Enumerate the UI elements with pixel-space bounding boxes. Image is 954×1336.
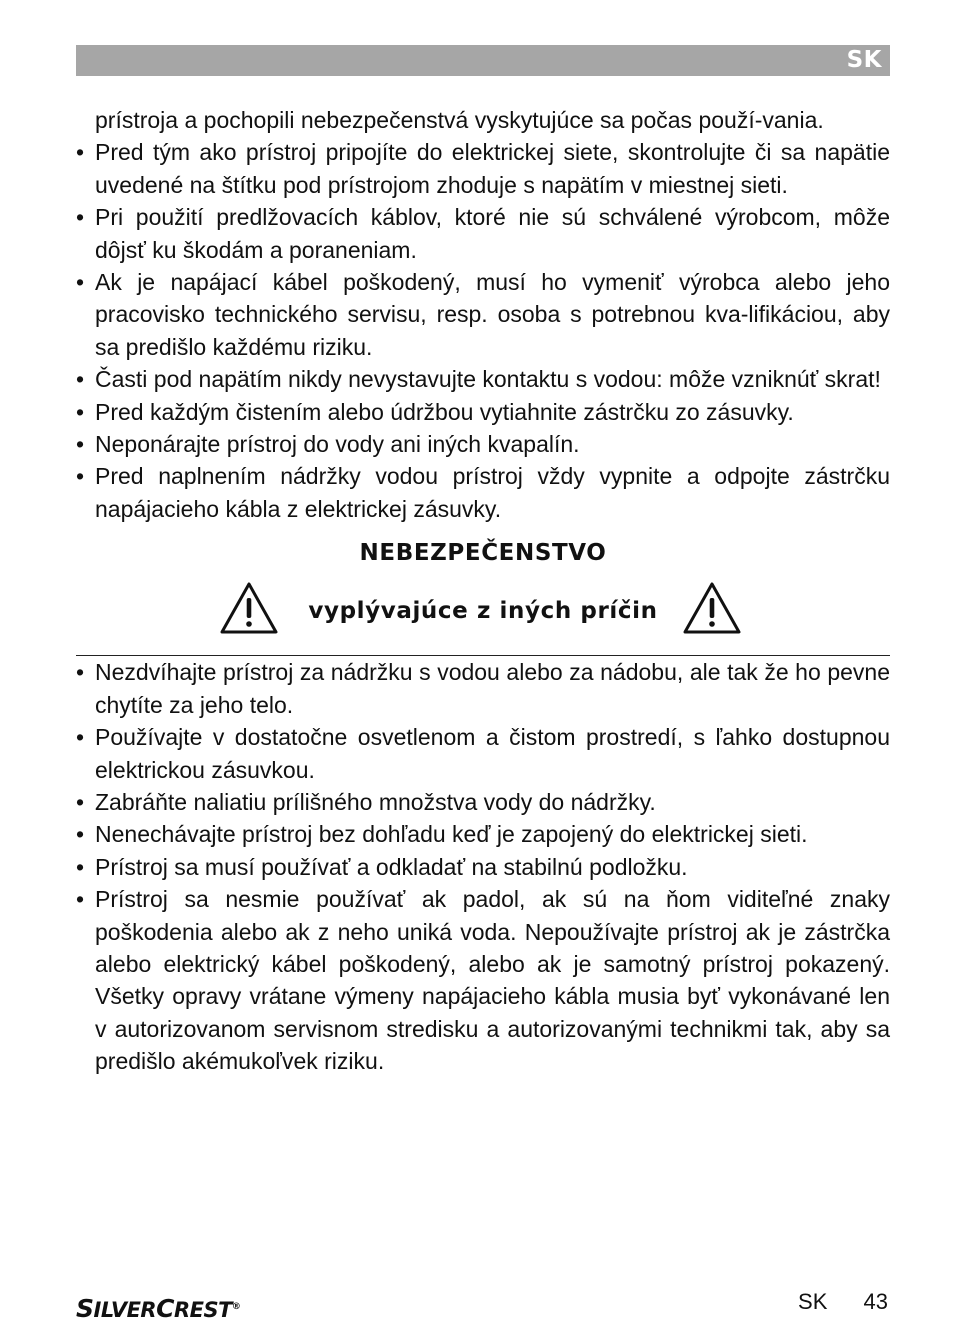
footer-language-code: SK <box>798 1289 828 1314</box>
bullet: • <box>76 724 85 751</box>
bullet: • <box>76 886 85 913</box>
list-item <box>76 201 890 266</box>
warning-triangle-icon <box>682 581 742 635</box>
list-item-text: Pri použití predlžovacích káblov, ktoré nie sú schválené výrobcom, môže dôjsť ku škodám a poraneniam. <box>95 204 890 263</box>
list-item-text: Nenechávajte prístroj bez dohľadu keď je zapojený do elektrickej sieti. <box>95 821 808 848</box>
page-number: 43 <box>863 1289 888 1314</box>
list-item <box>76 396 890 428</box>
bullet: • <box>76 366 85 393</box>
list-item-text: Pred naplnením nádržky vodou prístroj vždy vypnite a odpojte zástrčku napájacieho kábla z elektrickej zásuvky. <box>95 463 890 522</box>
bullet: • <box>76 269 85 296</box>
page-content <box>76 104 890 1078</box>
list-item-text: Zabráňte naliatiu prílišného množstva vody do nádržky. <box>95 788 656 815</box>
list-item-text: Ak je napájací kábel poškodený, musí ho vymeniť výrobca alebo jeho pracovisko technického servisu, resp. osoba s potrebnou kva-lifikáciou, aby sa predišlo každému riziku. <box>95 269 890 360</box>
list-item-text: Prístroj sa musí používať a odkladať na stabilnú podložku. <box>95 853 688 880</box>
header-language-code: SK <box>846 47 882 73</box>
list-item-text: Pred tým ako prístroj pripojíte do elektrickej siete, skontrolujte či sa napätie uvedené na štítku pod prístrojom zhoduje s napätím v miestnej sieti. <box>95 139 890 198</box>
bullet: • <box>76 431 85 458</box>
bullet: • <box>76 853 85 880</box>
list-item-text: Prístroj sa nesmie používať ak padol, ak sú na ňom viditeľné znaky poškodenia alebo ak z neho uniká voda. Nepoužívajte prístroj ak je zástrčka alebo elektrický kábel poškodený, alebo ak je samotný prístroj pokazený. Všetky opravy vrátane výmeny napájacieho kábla musia byť vykonávané len v autorizovanom servisnom stredisku a autorizovanými technikmi tak, aby sa predišlo akémukoľvek riziku. <box>95 886 890 1075</box>
bullet: • <box>76 398 85 425</box>
list-item <box>76 136 890 201</box>
list-item <box>76 721 890 786</box>
list-item <box>76 460 890 525</box>
bullet: • <box>76 788 85 815</box>
bullet: • <box>76 821 85 848</box>
list-item <box>76 363 890 395</box>
page-footer <box>798 1289 888 1315</box>
safety-list-2 <box>76 656 890 1077</box>
list-item <box>76 786 890 818</box>
intro-paragraph: prístroja a pochopili nebezpečenstvá vyskytujúce sa počas použí-vania. <box>95 107 824 133</box>
list-item-text: Časti pod napätím nikdy nevystavujte kontaktu s vodou: môže vzniknúť skrat! <box>95 366 881 393</box>
bullet: • <box>76 139 85 166</box>
header-bar <box>76 45 890 76</box>
warning-section <box>76 537 890 656</box>
warning-title: NEBEZPEČENSTVO <box>359 540 607 567</box>
list-item <box>76 883 890 1077</box>
bullet: • <box>76 204 85 231</box>
safety-list-1 <box>76 136 890 525</box>
silvercrest-logo: SILVERCREST® <box>76 1294 241 1323</box>
list-item-text: Nezdvíhajte prístroj za nádržku s vodou alebo za nádobu, ale tak že ho pevne chytíte za jeho telo. <box>95 659 890 718</box>
list-item-text: Neponárajte prístroj do vody ani iných kvapalín. <box>95 431 580 458</box>
bullet: • <box>76 659 85 686</box>
warning-subtitle: vyplývajúce z iných príčin <box>308 598 658 625</box>
list-item <box>76 851 890 883</box>
bullet: • <box>76 463 85 490</box>
list-item <box>76 428 890 460</box>
list-item-text: Používajte v dostatočne osvetlenom a čistom prostredí, s ľahko dostupnou elektrickou zásuvkou. <box>95 724 890 783</box>
list-item <box>76 266 890 363</box>
list-item <box>76 656 890 721</box>
list-item-text: Pred každým čistením alebo údržbou vytiahnite zástrčku zo zásuvky. <box>95 398 794 425</box>
list-item <box>76 818 890 850</box>
